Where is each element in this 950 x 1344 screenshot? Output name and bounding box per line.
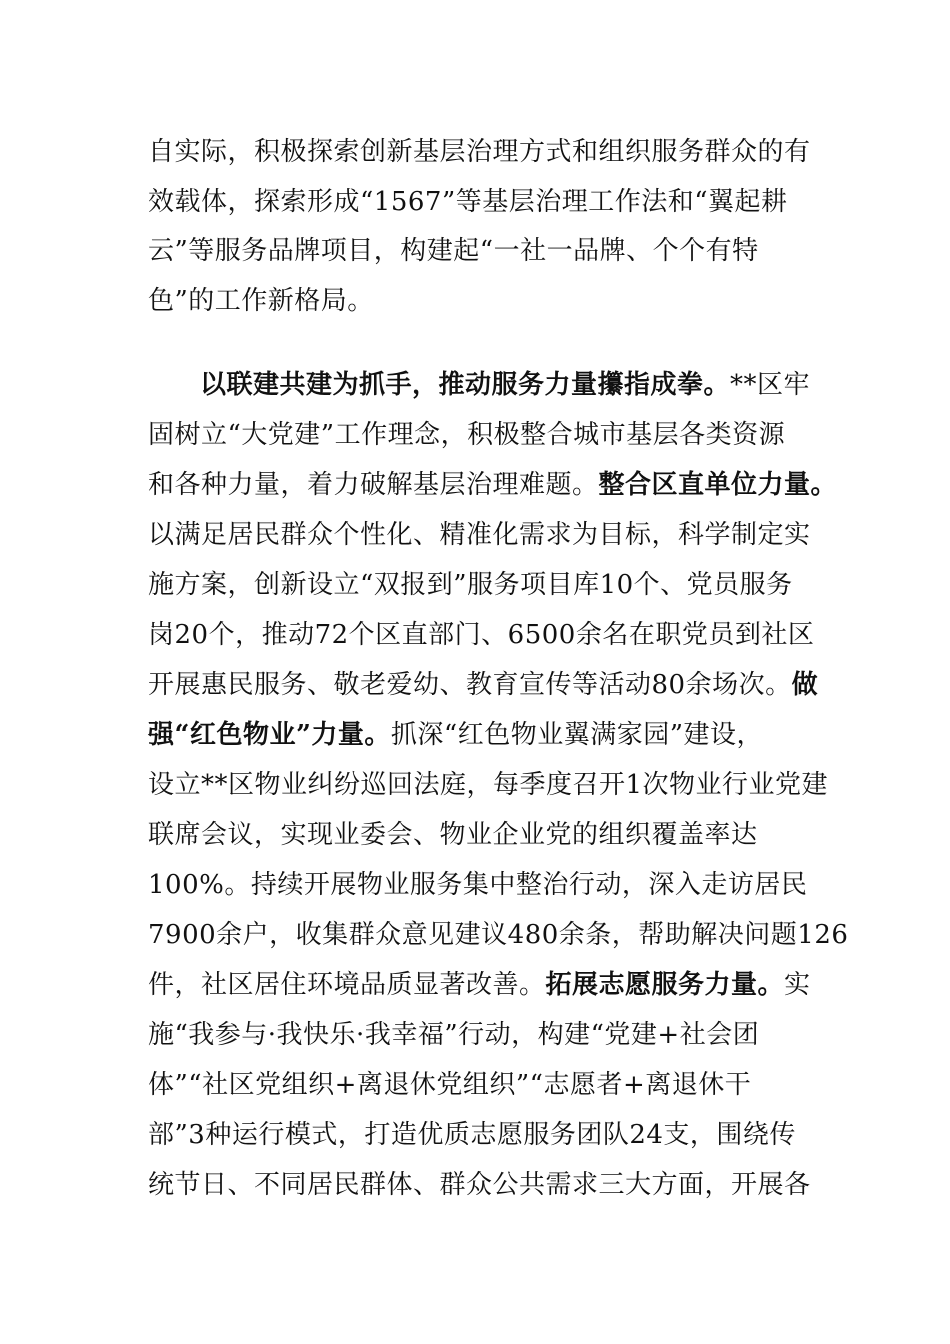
- paragraph1-line-1: 自实际，积极探索创新基层治理方式和组织服务群众的有: [148, 137, 811, 167]
- paragraph2-line-13: [148, 970, 811, 1000]
- paragraph2-line-3: [148, 470, 837, 500]
- paragraph2-line-7: [148, 670, 818, 700]
- subheading-district-units: 整合区直单位力量。: [598, 470, 838, 500]
- paragraph2-line-5: 施方案，创新设立“双报到”服务项目库10个、党员服务: [148, 570, 793, 600]
- paragraph1-line-2: 效载体，探索形成“1567”等基层治理工作法和“翼起耕: [148, 187, 788, 217]
- paragraph2-line-3-text: 和各种力量，着力破解基层治理难题。: [148, 470, 599, 500]
- paragraph2-line-1: [200, 370, 810, 400]
- paragraph2-line-6: 岗20个，推动72个区直部门、6500余名在职党员到社区: [148, 620, 815, 650]
- subheading-red-property-start: 做: [791, 670, 819, 700]
- paragraph1-line-3: 云”等服务品牌项目，构建起“一社一品牌、个个有特: [148, 236, 759, 266]
- paragraph2-line-15: 体”“社区党组织+离退休党组织”“志愿者+离退休干: [148, 1070, 752, 1100]
- paragraph2-line-17: 统节日、不同居民群体、群众公共需求三大方面，开展各: [148, 1170, 811, 1200]
- subheading-volunteer: 拓展志愿服务力量。: [545, 970, 785, 1000]
- paragraph2-line-12: 7900余户，收集群众意见建议480余条，帮助解决问题126: [148, 920, 849, 950]
- paragraph2-line-14: 施“我参与·我快乐·我幸福”行动，构建“党建+社会团: [148, 1020, 760, 1050]
- paragraph2-line-13-text: 件，社区居住环境品质显著改善。: [148, 970, 546, 1000]
- paragraph1-line-4: 色”的工作新格局。: [148, 286, 374, 316]
- paragraph2-line-7-text: 开展惠民服务、敬老爱幼、教育宣传等活动80余场次。: [148, 670, 792, 700]
- paragraph2-line-13-rest: 实: [784, 970, 811, 1000]
- paragraph2-line-4: 以满足居民群众个性化、精准化需求为目标，科学制定实: [148, 520, 811, 550]
- paragraph2-line-10: 联席会议，实现业委会、物业企业党的组织覆盖率达: [148, 820, 758, 850]
- paragraph2-line-16: 部”3种运行模式，打造优质志愿服务团队24支，围绕传: [148, 1120, 796, 1150]
- paragraph2-line-11: 100%。持续开展物业服务集中整治行动，深入走访居民: [148, 870, 808, 900]
- subheading-red-property: 强“红色物业”力量。: [148, 720, 391, 750]
- paragraph2-line-2: 固树立“大党建”工作理念，积极整合城市基层各类资源: [148, 420, 786, 450]
- paragraph2-line-1-rest: **区牢: [730, 370, 811, 400]
- paragraph2-heading: 以联建共建为抓手，推动服务力量攥指成拳。: [200, 370, 731, 400]
- paragraph2-line-8-rest: 抓深“红色物业翼满家园”建设，: [390, 720, 764, 750]
- paragraph2-line-9: 设立**区物业纠纷巡回法庭，每季度召开1次物业行业党建: [148, 770, 829, 800]
- paragraph2-line-8: [148, 720, 763, 750]
